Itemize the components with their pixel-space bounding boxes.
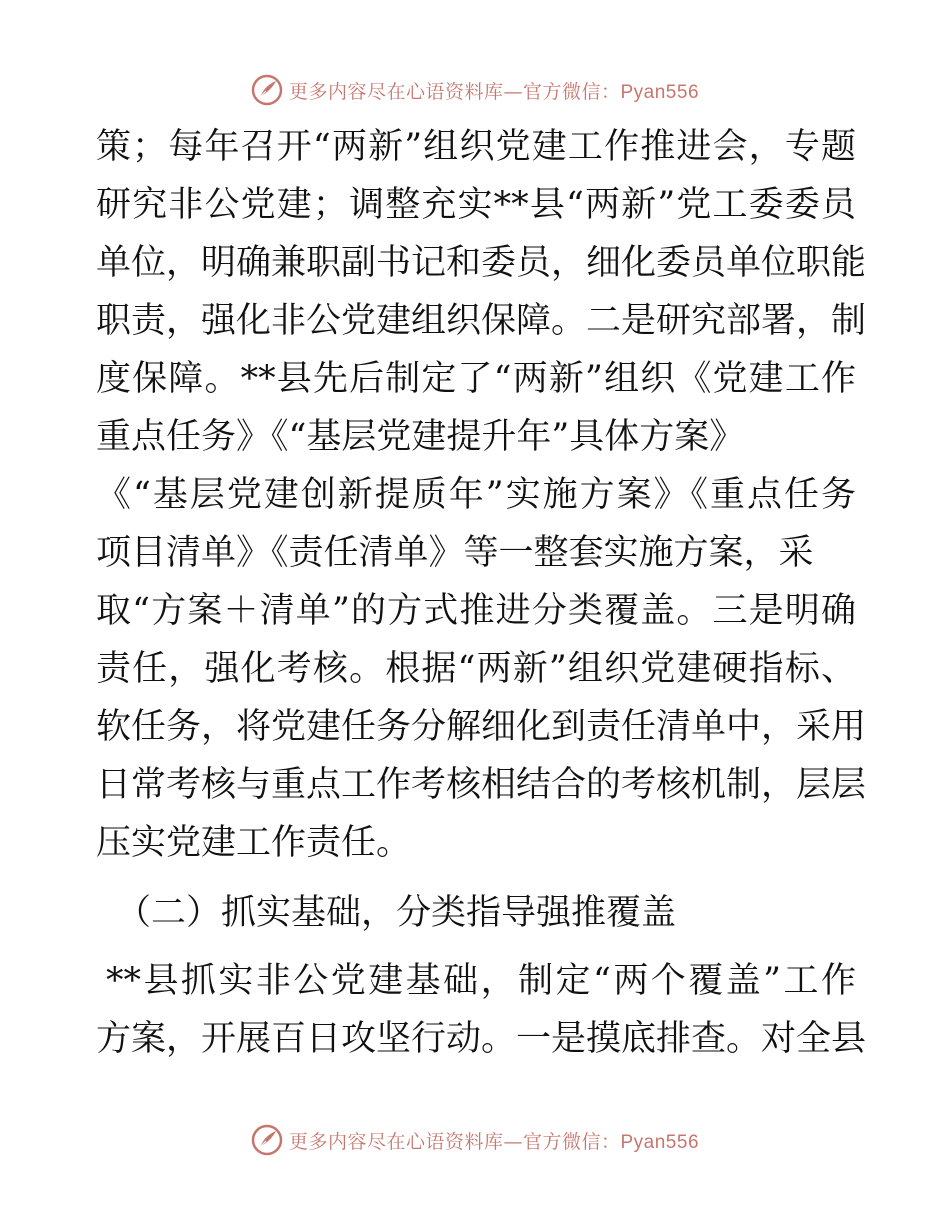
text-line: 方案，开展百日攻坚行动。一是摸底排查。对全县 [96, 1019, 867, 1059]
text-line: 取“方案＋清单”的方式推进分类覆盖。三是明确 [96, 591, 856, 631]
text-line: 日常考核与重点工作考核相结合的考核机制，层层 [96, 765, 867, 805]
watermark-text: 更多内容尽在心语资料库—官方微信：Pyan556 [288, 80, 700, 103]
text-line: 责任，强化考核。根据“两新”组织党建硬指标、 [96, 649, 856, 689]
text-line: 职责，强化非公党建组织保障。二是研究部署，制 [96, 301, 867, 341]
quill-logo-icon [251, 74, 283, 106]
text-line: 项目清单》《责任清单》等一整套实施方案，采 [96, 533, 814, 573]
watermark-text: 更多内容尽在心语资料库—官方微信：Pyan556 [288, 1130, 700, 1153]
text-line: 软任务，将党建任务分解细化到责任清单中，采用 [96, 707, 867, 747]
text-line: 重点任务》《“基层党建提升年”具体方案》 [96, 417, 745, 457]
paragraph-section-two [96, 952, 867, 1068]
footer-watermark [0, 1120, 950, 1160]
text-line: **县抓实非公党建基础，制定“两个覆盖”工作 [106, 961, 856, 1001]
text-line: 度保障。**县先后制定了“两新”组织《党建工作 [96, 359, 856, 399]
section-heading: （二）抓实基础，分类指导强推覆盖 [116, 893, 677, 933]
text-line: 研究非公党建；调整充实**县“两新”党工委委员 [96, 185, 856, 225]
text-line: 压实党建工作责任。 [96, 823, 412, 863]
text-line: 策；每年召开“两新”组织党建工作推进会，专题 [96, 127, 856, 167]
paragraph-continued [96, 118, 867, 872]
text-line: 单位，明确兼职副书记和委员，细化委员单位职能 [96, 243, 867, 283]
text-line: 《“基层党建创新提质年”实施方案》《重点任务 [96, 475, 856, 515]
document-body [96, 118, 867, 1068]
quill-logo-icon [251, 1124, 283, 1156]
header-watermark [0, 70, 950, 110]
